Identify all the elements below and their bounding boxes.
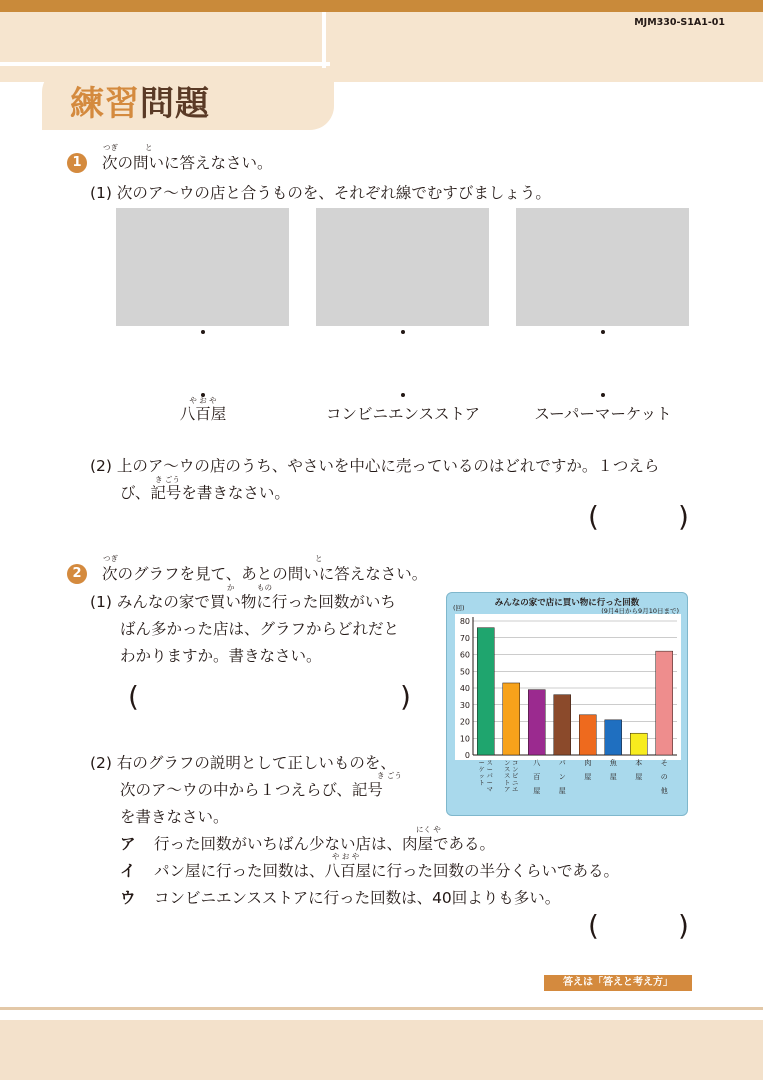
option-a-label: ア (120, 835, 136, 853)
x-tick-label: コンビニエンスストア (504, 760, 519, 794)
photo-1-connect-dot[interactable] (201, 330, 205, 334)
ruby-yaoya: や お や (189, 396, 217, 405)
y-tick-label: 0 (464, 751, 470, 760)
question-1-number: 1 (67, 153, 87, 173)
option-u-label: ウ (120, 889, 136, 907)
ruby-yaoya-2: や お や (332, 852, 360, 861)
question-2-sub2-line1: (2) 右のグラフの説明として正しいものを、 (90, 754, 396, 772)
question-2-sub1-line2: ばん多かった店は、グラフからどれだと (120, 620, 400, 638)
header-divider-horizontal (0, 62, 330, 66)
ruby-nikuya: にく や (416, 825, 441, 834)
y-tick-label: 50 (459, 667, 470, 677)
page-title-part2: 問題 (140, 84, 210, 124)
question-2-sub1-line3: わかりますか。書きなさい。 (120, 647, 322, 665)
answer-field-3[interactable] (604, 913, 676, 941)
option-a-text: 行った回数がいちばん少ない店は、肉屋である。 (154, 835, 496, 853)
x-tick-label: 魚屋 (609, 759, 617, 781)
ruby-to: と (145, 143, 153, 152)
answer-note: 答えは「答えと考え方」 (544, 975, 692, 991)
ruby-mono: もの (257, 583, 272, 592)
document-code: MJM330-S1A1-01 (634, 17, 725, 28)
answer-field-2[interactable] (145, 684, 397, 712)
chart-title: みんなの家で店に買い物に行った回数 (494, 598, 640, 608)
y-tick-label: 20 (459, 717, 470, 727)
x-tick-label: 八百屋 (533, 759, 541, 795)
ruby-ka: か (227, 583, 235, 592)
chart-ylabel: (回) (453, 604, 465, 612)
answer-box-2-close: ) (400, 680, 411, 713)
answer-box-1-close: ) (678, 500, 689, 533)
store-photo-3 (516, 208, 689, 326)
question-1-instruction: 次の問いに答えなさい。 (102, 154, 273, 172)
store-3-connect-dot[interactable] (601, 393, 605, 397)
chart-subtitle: (9月4日から9月10日まで) (601, 607, 679, 615)
store-photo-2 (316, 208, 489, 326)
bar-5 (605, 720, 622, 755)
answer-field-1[interactable] (604, 504, 676, 532)
page-title-part1: 練習 (70, 84, 140, 124)
question-2-sub1-line1: (1) みんなの家で買い物に行った回数がいち (90, 593, 396, 611)
x-tick-label: 本屋 (635, 759, 643, 781)
bar-0 (477, 628, 494, 755)
x-tick-label: 肉屋 (584, 759, 592, 781)
question-2-sub2-line3: を書きなさい。 (120, 808, 229, 826)
ruby-kigou-2: き ごう (377, 771, 402, 780)
y-tick-label: 30 (459, 700, 470, 710)
y-tick-label: 10 (459, 734, 470, 744)
bar-6 (630, 733, 647, 755)
option-u-text: コンビニエンスストアに行った回数は、40回よりも多い。 (154, 889, 561, 907)
bottom-band (0, 1020, 763, 1080)
photo-3-connect-dot[interactable] (601, 330, 605, 334)
bar-1 (503, 683, 520, 755)
store-label-yaoya: 八百屋 (179, 405, 227, 423)
y-tick-label: 40 (459, 684, 470, 693)
question-2-instruction: 次のグラフを見て、あとの問いに答えなさい。 (102, 565, 428, 583)
store-label-supermarket: スーパーマーケット (534, 405, 672, 423)
store-2-connect-dot[interactable] (401, 393, 405, 397)
top-bar (0, 0, 763, 12)
bar-2 (528, 690, 545, 755)
question-2-number: 2 (67, 564, 87, 584)
store-photo-1 (116, 208, 289, 326)
bar-chart (447, 593, 687, 815)
ruby-tsugi: つぎ (103, 143, 118, 152)
x-tick-label: スーパーマーケット (478, 760, 493, 794)
option-i-text: パン屋に行った回数は、八百屋に行った回数の半分くらいである。 (154, 862, 620, 880)
y-tick-label: 80 (459, 617, 470, 626)
bottom-divider (0, 1007, 763, 1010)
photo-2-connect-dot[interactable] (401, 330, 405, 334)
bar-4 (579, 715, 596, 755)
bar-7 (656, 651, 673, 755)
answer-box-3-open: ( (588, 909, 599, 942)
y-tick-label: 60 (459, 650, 470, 660)
y-tick-label: 70 (459, 633, 470, 643)
answer-box-3-close: ) (678, 909, 689, 942)
bar-3 (554, 695, 571, 755)
option-i-label: イ (120, 862, 136, 880)
store-label-convenience: コンビニエンスストア (325, 405, 481, 423)
ruby-to-2: と (315, 554, 323, 563)
x-tick-label: その他 (660, 759, 668, 795)
ruby-kigou-1: き ごう (155, 475, 180, 484)
page-title (70, 76, 210, 125)
chart-card (446, 592, 688, 816)
question-2-sub2-line2: 次のア〜ウの中から１つえらび、記号 (120, 781, 383, 799)
x-tick-label: パン屋 (558, 759, 566, 795)
question-1-sub2-line1: (2) 上のア〜ウの店のうち、やさいを中心に売っているのはどれですか。１つえら (90, 457, 660, 475)
answer-box-2-open: ( (128, 680, 139, 713)
question-1-sub1: (1) 次のア〜ウの店と合うものを、それぞれ線でむすびましょう。 (90, 184, 551, 202)
question-1-sub2-line2: び、記号を書きなさい。 (120, 484, 290, 502)
answer-box-1-open: ( (588, 500, 599, 533)
ruby-tsugi-2: つぎ (103, 554, 118, 563)
